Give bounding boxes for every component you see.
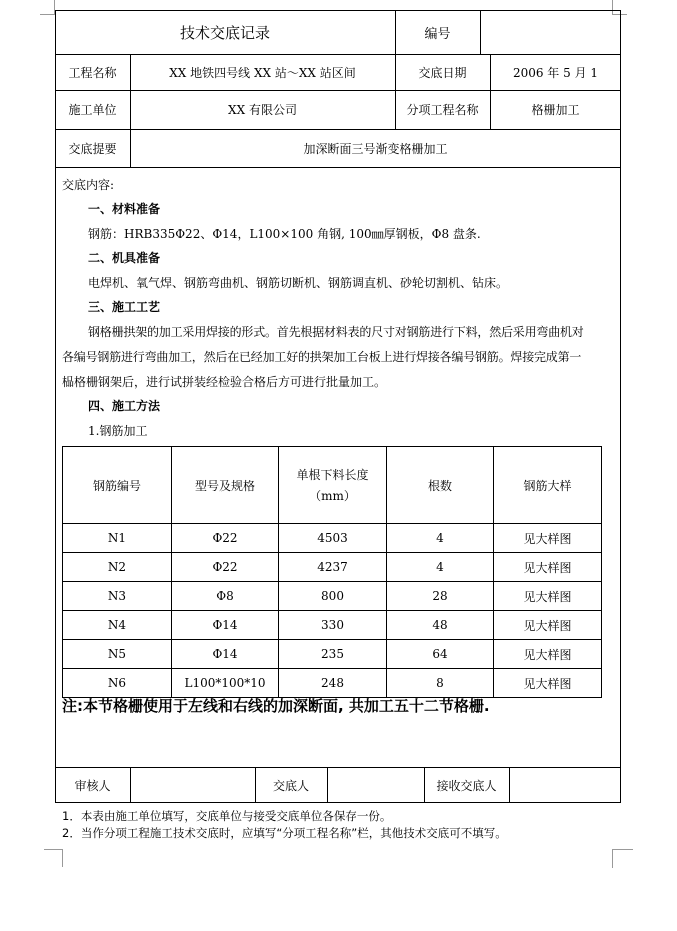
table-row (63, 524, 602, 553)
table-cell: 248 (279, 669, 387, 698)
receiver-label: 接收交底人 (436, 778, 497, 793)
table-row (63, 669, 602, 698)
subsection-rebar-processing: 1.钢筋加工 (88, 424, 148, 438)
table-cell: 4503 (279, 524, 387, 553)
table-cell: 800 (279, 582, 387, 611)
table-cell: N4 (63, 611, 172, 640)
processing-note: 注:本节格栅使用于左线和右线的加深断面, 共加工五十二节格栅. (62, 697, 490, 715)
table-cell: 235 (279, 640, 387, 669)
date-value: 2006 年 5 月 1 (512, 65, 599, 80)
table-cell: 见大样图 (494, 669, 602, 698)
table-cell: Φ14 (172, 640, 279, 669)
content-heading: 交底内容: (62, 178, 115, 192)
table-cell: 见大样图 (494, 640, 602, 669)
table-header-cell: 根数 (387, 447, 494, 524)
section-text-materials: 钢筋：HRB335Φ22、Φ14，L100×100 角钢, 100㎜厚钢板，Φ8 盘条. (88, 227, 481, 241)
table-cell: N1 (63, 524, 172, 553)
number-value (480, 10, 621, 54)
page-corner-mark (40, 0, 55, 15)
section-heading-process: 三、施工工艺 (88, 300, 161, 314)
project-name-label: 工程名称 (68, 65, 117, 80)
table-cell: 见大样图 (494, 611, 602, 640)
page-corner-mark (44, 849, 62, 868)
page-corner-mark (62, 849, 64, 867)
form-title: 技术交底记录 (179, 23, 270, 42)
table-cell: 48 (387, 611, 494, 640)
table-row (63, 582, 602, 611)
rebar-table (62, 446, 602, 698)
footnote: 2．当作分项工程施工技术交底时，应填写“分项工程名称”栏，其他技术交底可不填写。 (62, 826, 507, 840)
table-cell: L100*100*10 (172, 669, 279, 698)
subproject-label: 分项工程名称 (406, 103, 479, 117)
table-cell: Φ14 (172, 611, 279, 640)
table-cell: 见大样图 (494, 582, 602, 611)
table-cell: 见大样图 (494, 553, 602, 582)
table-cell: 28 (387, 582, 494, 611)
table-cell: 4237 (279, 553, 387, 582)
discloser-label: 交底人 (272, 778, 309, 793)
table-row (63, 611, 602, 640)
reviewer-label: 审核人 (74, 778, 111, 793)
table-cell: Φ22 (172, 524, 279, 553)
discloser-signature-field (327, 767, 424, 803)
table-cell: 330 (279, 611, 387, 640)
section-heading-method: 四、施工方法 (88, 399, 161, 413)
table-cell: 64 (387, 640, 494, 669)
table-header-row (63, 447, 602, 524)
receiver-signature-field (509, 767, 621, 803)
unit-value: XX 有限公司 (228, 103, 297, 117)
table-header-cell: 型号及规格 (172, 447, 279, 524)
table-header-cell: 钢筋大样 (494, 447, 602, 524)
table-cell: 见大样图 (494, 524, 602, 553)
summary-value: 加深断面三号渐变格栅加工 (303, 141, 448, 156)
section-heading-materials: 一、材料准备 (88, 202, 161, 216)
table-cell: Φ8 (172, 582, 279, 611)
table-cell: 4 (387, 553, 494, 582)
table-header-cell (279, 447, 387, 524)
section-text-process-line: 榀格栅钢架后，进行试拼装经检验合格后方可进行批量加工。 (62, 375, 387, 389)
section-text-process-line: 各编号钢筋进行弯曲加工，然后在已经加工好的拱架加工台板上进行焊接各编号钢筋。焊接完成第一 (62, 350, 582, 364)
table-cell: N6 (63, 669, 172, 698)
footnote: 1．本表由施工单位填写，交底单位与接受交底单位各保存一份。 (62, 809, 392, 823)
table-cell: N3 (63, 582, 172, 611)
table-cell: 4 (387, 524, 494, 553)
page-corner-mark (612, 849, 633, 868)
table-cell: N5 (63, 640, 172, 669)
section-text-process-line: 钢格栅拱架的加工采用焊接的形式。首先根据材料表的尺寸对钢筋进行下料，然后采用弯曲机对 (88, 325, 584, 339)
table-cell: Φ22 (172, 553, 279, 582)
table-cell: N2 (63, 553, 172, 582)
subproject-value: 格栅加工 (531, 103, 580, 117)
date-label: 交底日期 (418, 65, 467, 80)
table-cell: 8 (387, 669, 494, 698)
unit-label: 施工单位 (68, 103, 117, 117)
table-header-cell: 钢筋编号 (63, 447, 172, 524)
section-heading-equipment: 二、机具准备 (88, 251, 161, 265)
table-header-length: 单根下料长度 (296, 468, 369, 482)
number-label: 编号 (424, 26, 451, 42)
summary-label: 交底提要 (68, 141, 117, 156)
grid-line (55, 167, 621, 168)
section-text-equipment: 电焊机、氧气焊、钢筋弯曲机、钢筋切断机、钢筋调直机、砂轮切割机、钻床。 (88, 276, 509, 290)
table-row (63, 640, 602, 669)
reviewer-signature-field (130, 767, 255, 803)
table-row (63, 553, 602, 582)
project-name-value: XX 地铁四号线 XX 站～XX 站区间 (169, 65, 356, 80)
table-header-unit: （mm） (309, 489, 356, 503)
